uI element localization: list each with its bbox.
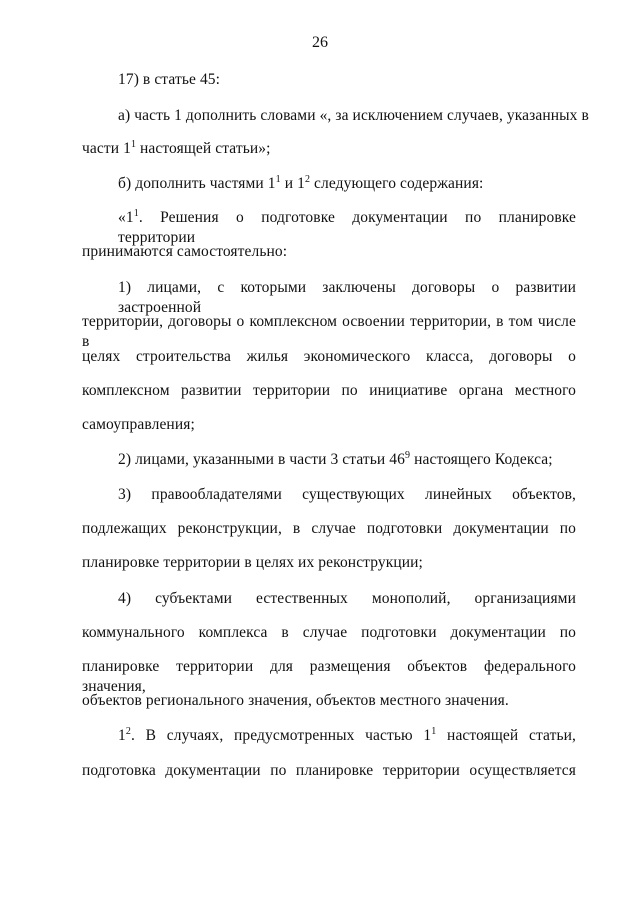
text-span: настоящей статьи, (436, 727, 576, 744)
text-line-17: коммунального комплекса в случае подготовки документации по (82, 624, 576, 641)
superscript: 1 (275, 174, 281, 185)
text-span: настоящей статьи»; (136, 140, 271, 157)
text-span: . В случаях, предусмотренных частью 1 (130, 727, 432, 744)
text-line-7: 1) лицами, с которыми заключены договоры о развитии застроенной (118, 279, 576, 316)
text-span: б) дополнить частями 1 (118, 175, 276, 192)
text-line-11: самоуправления; (82, 416, 195, 433)
superscript: 1 (133, 208, 139, 219)
text-span: части 1 (82, 140, 131, 157)
text-line-9: целях строительства жилья экономического класса, договоры о (82, 348, 576, 365)
text-span: следующего содержания: (310, 175, 484, 192)
text-line-4 (118, 174, 576, 194)
text-line-12 (118, 450, 576, 470)
text-line-3 (82, 139, 576, 159)
text-line-6: принимаются самостоятельно: (82, 243, 288, 260)
superscript: 2 (304, 174, 311, 185)
text-line-13: 3) правообладателями существующих линейных объектов, (118, 486, 576, 503)
superscript: 2 (125, 726, 131, 737)
superscript: 1 (130, 139, 137, 150)
superscript: 9 (405, 450, 411, 461)
text-span: а) часть 1 дополнить словами «, за исключением случаев, указанных в (118, 107, 589, 124)
page-number: 26 (312, 34, 328, 51)
text-line-19: объектов регионального значения, объектов местного значения. (82, 692, 509, 709)
text-line-20 (118, 726, 576, 746)
text-line-16: 4) субъектами естественных монополий, организациями (118, 590, 576, 607)
text-line-8: территории, договоры о комплексном освоении территории, в том числе в (82, 313, 576, 350)
text-line-18: планировке территории для размещения объектов федерального значения, (82, 658, 576, 695)
text-line-14: подлежащих реконструкции, в случае подготовки документации по (82, 520, 576, 537)
text-span: «1 (118, 209, 134, 226)
text-span: 1 (118, 727, 126, 744)
text-line-10: комплексном развитии территории по инициативе органа местного (82, 382, 576, 399)
text-line-1: 17) в статье 45: (118, 71, 221, 88)
text-span: и 1 (280, 175, 305, 192)
text-line-21: подготовка документации по планировке территории осуществляется (82, 762, 576, 779)
text-span: 2) лицами, указанными в части 3 статьи 46 (118, 451, 406, 468)
text-span: . Решения о подготовке документации по планировке территории (118, 209, 576, 246)
superscript: 1 (431, 726, 437, 737)
text-line-2 (118, 106, 589, 126)
text-line-15: планировке территории в целях их реконструкции; (82, 554, 423, 571)
text-span: настоящего Кодекса; (410, 451, 553, 468)
